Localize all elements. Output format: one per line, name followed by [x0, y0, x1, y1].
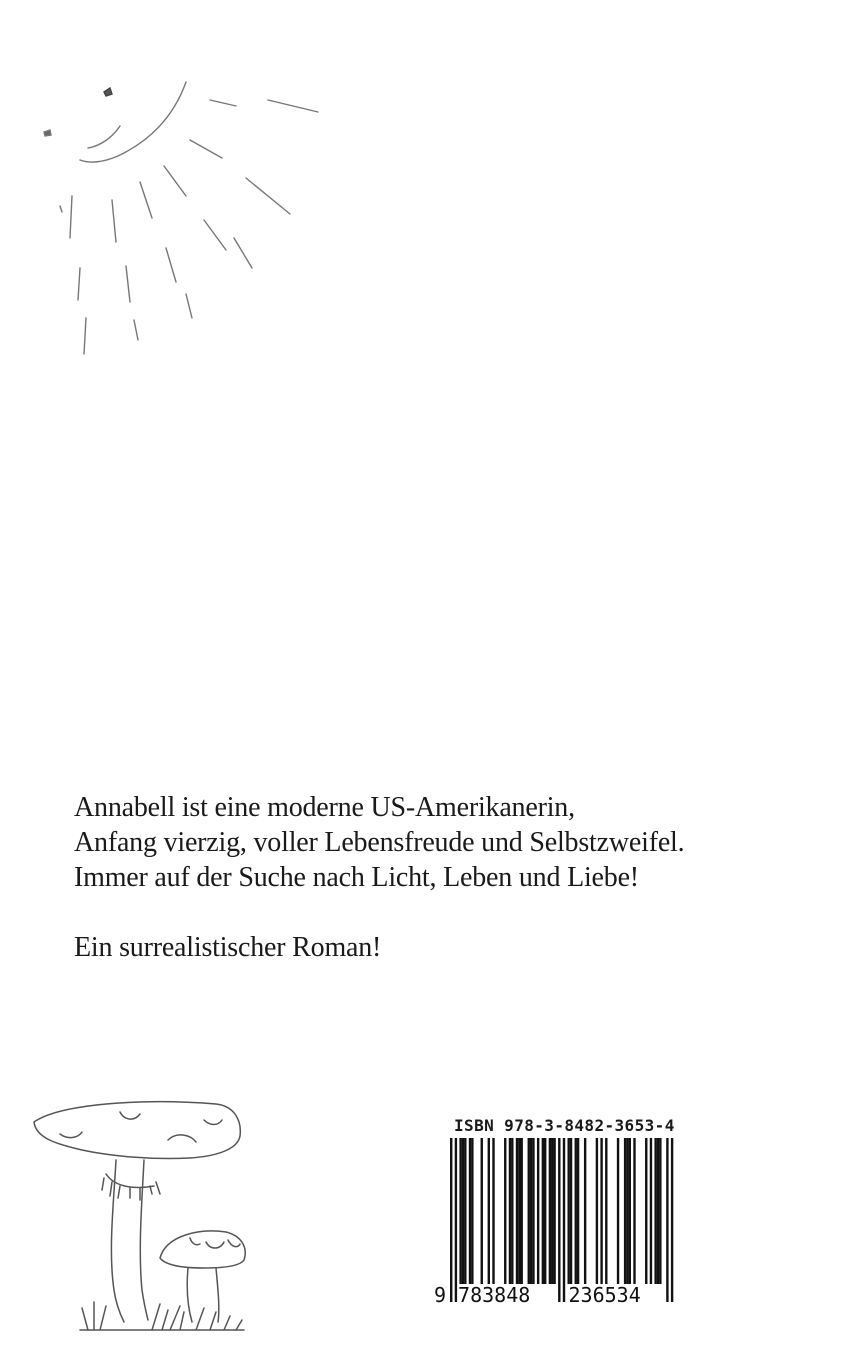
barcode-bar — [633, 1138, 635, 1284]
back-cover-blurb — [74, 790, 774, 965]
barcode-bar — [624, 1138, 626, 1284]
barcode-bar — [626, 1138, 628, 1284]
barcode-bar — [518, 1138, 520, 1284]
barcode-bar — [654, 1138, 656, 1284]
barcode-bar — [516, 1138, 518, 1284]
isbn-barcode — [430, 1116, 680, 1306]
barcode-bar — [596, 1138, 598, 1284]
blurb-line-1: Annabell ist eine moderne US-Amerikanerin, — [74, 792, 575, 823]
barcode-digits-right: 236534 — [568, 1283, 641, 1307]
barcode-bar — [563, 1138, 565, 1302]
barcode-bar — [464, 1138, 466, 1284]
barcode-bar — [509, 1138, 511, 1284]
barcode-bar — [575, 1138, 577, 1284]
barcode-bar — [671, 1138, 673, 1302]
barcode-digits-left: 783848 — [458, 1283, 531, 1307]
barcode-bar — [530, 1138, 532, 1284]
barcode-bar — [455, 1138, 457, 1302]
barcode-bar — [577, 1138, 579, 1284]
barcode-bar — [657, 1138, 659, 1284]
barcode-bar — [650, 1138, 652, 1284]
barcode-bar — [521, 1138, 523, 1284]
hand-drawn-mushroom-icon — [20, 1090, 280, 1340]
barcode-bar — [558, 1138, 560, 1302]
barcode-bar — [584, 1138, 586, 1284]
barcode-bar — [570, 1138, 572, 1284]
barcode-bar — [544, 1138, 546, 1284]
barcode-digit-lead: 9 — [434, 1283, 447, 1307]
blurb-line-3: Immer auf der Suche nach Licht, Leben und Liebe! — [74, 862, 639, 893]
barcode-bar — [532, 1138, 534, 1284]
barcode-bar — [659, 1138, 661, 1284]
barcode-bar — [471, 1138, 473, 1284]
barcode-bar — [469, 1138, 471, 1284]
isbn-label: ISBN 978-3-8482-3653-4 — [454, 1116, 675, 1135]
barcode-bar — [511, 1138, 513, 1284]
barcode-bar — [542, 1138, 544, 1284]
barcode-bar — [617, 1138, 619, 1284]
barcode-bar — [504, 1138, 506, 1284]
barcode-bar — [492, 1138, 494, 1284]
barcode-bar — [629, 1138, 631, 1284]
barcode-bar — [605, 1138, 607, 1284]
barcode-bar — [568, 1138, 570, 1284]
barcode-bar — [481, 1138, 483, 1284]
barcode-bar — [450, 1138, 452, 1302]
barcode-bar — [666, 1138, 668, 1302]
barcode-bar — [549, 1138, 551, 1284]
barcode-bar — [537, 1138, 539, 1284]
hand-drawn-sun-icon — [0, 0, 360, 380]
barcode-bar — [459, 1138, 461, 1284]
barcode-bar — [600, 1138, 602, 1284]
barcode-graphic — [430, 1138, 680, 1308]
barcode-bar — [462, 1138, 464, 1284]
blurb-line-2: Anfang vierzig, voller Lebensfreude und Selbstzweifel. — [74, 827, 685, 858]
barcode-bar — [551, 1138, 553, 1284]
barcode-bar — [553, 1138, 555, 1284]
blurb-tagline: Ein surrealistischer Roman! — [74, 932, 382, 963]
barcode-bar — [528, 1138, 530, 1284]
barcode-bar — [645, 1138, 647, 1284]
barcode-bar — [488, 1138, 490, 1284]
